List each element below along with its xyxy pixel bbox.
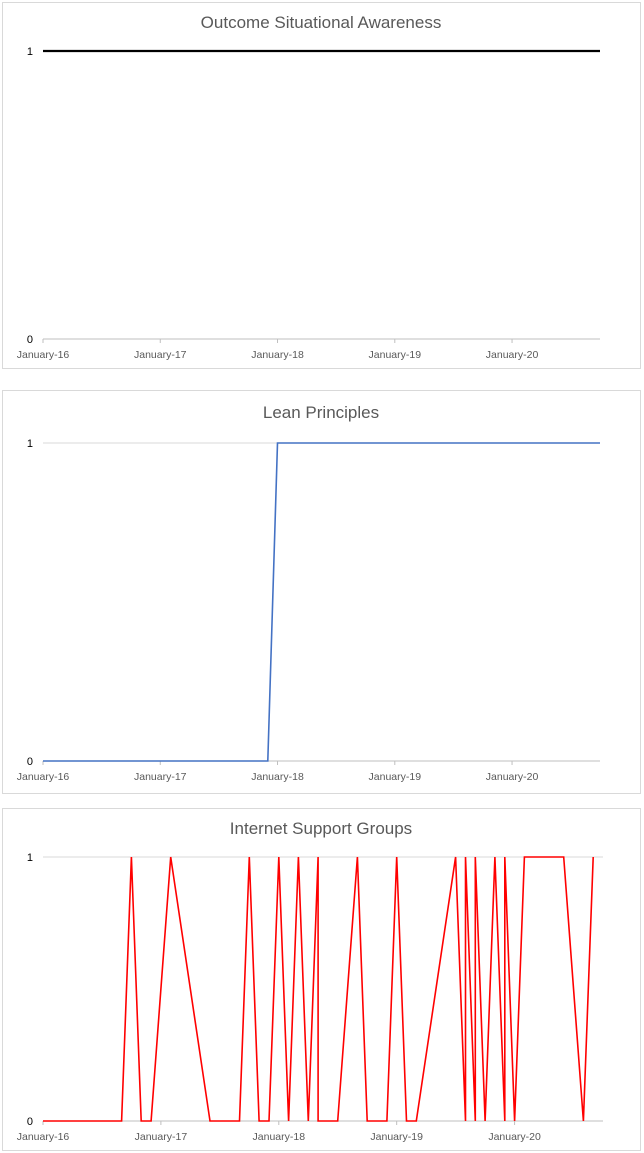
x-tick-label: January-20 (488, 1131, 541, 1143)
x-tick-label: January-16 (16, 771, 70, 783)
x-tick-label: January-16 (16, 349, 70, 361)
y-tick-label: 1 (26, 438, 33, 450)
x-tick-label: January-20 (485, 771, 539, 783)
y-tick-label: 1 (26, 852, 33, 864)
x-tick-label: January-17 (133, 349, 187, 361)
chart-frame (3, 391, 641, 794)
y-tick-label: 0 (26, 334, 33, 346)
x-tick-label: January-17 (134, 1131, 188, 1143)
x-tick-label: January-18 (252, 1131, 306, 1143)
chart-frame (3, 3, 641, 369)
y-tick-label: 0 (26, 756, 33, 768)
x-tick-label: January-19 (368, 349, 422, 361)
x-tick-label: January-18 (251, 349, 304, 361)
x-tick-label: January-17 (133, 771, 187, 783)
x-tick-label: January-20 (485, 349, 539, 361)
chart-2 (3, 391, 641, 794)
chart-frame (3, 809, 641, 1151)
x-tick-label: January-16 (16, 1131, 70, 1143)
x-tick-label: January-19 (370, 1131, 423, 1143)
chart-title: Lean Principles (262, 403, 380, 422)
x-tick-label: January-19 (368, 771, 422, 783)
chart-title: Internet Support Groups (229, 819, 413, 838)
y-tick-label: 1 (26, 46, 33, 58)
chart-title: Outcome Situational Awareness (200, 13, 442, 32)
y-tick-label: 0 (26, 1116, 33, 1128)
x-tick-label: January-18 (251, 771, 304, 783)
chart-1 (3, 3, 641, 369)
chart-3 (3, 809, 641, 1151)
